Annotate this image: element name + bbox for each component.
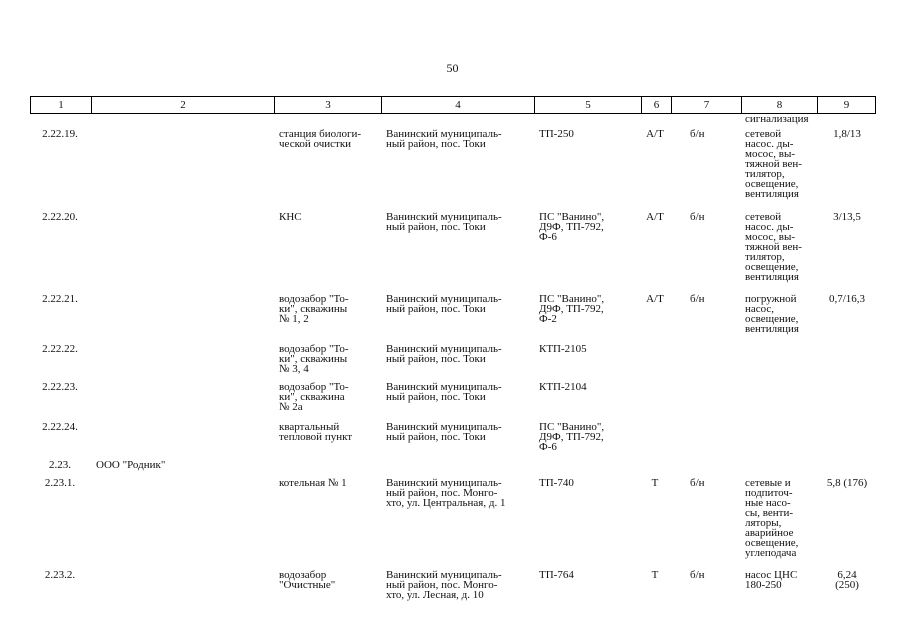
row-substation: ПС "Ванино", Д9Ф, ТП-792, Ф-6 (539, 211, 605, 243)
row-number: 2.22.24. (42, 421, 78, 433)
row-number: 2.22.21. (42, 293, 78, 305)
row-address: Ванинский муниципаль- ный район, пос. Токи (386, 128, 502, 150)
row-address: Ванинский муниципаль- ный район, пос. Токи (386, 343, 502, 365)
row-address: Ванинский муниципаль- ный район, пос. Токи (386, 293, 502, 315)
row-address: Ванинский муниципаль- ный район, пос. Монго- хто, ул. Центральная, д. 1 (386, 477, 506, 509)
row-address: Ванинский муниципаль- ный район, пос. Токи (386, 421, 502, 443)
row-substation: ТП-250 (539, 128, 574, 140)
row-substation: КТП-2104 (539, 381, 587, 393)
row-type: А/Т (646, 128, 664, 140)
header-col-1: 1 (30, 97, 91, 113)
row-object: станция биологи- ческой очистки (279, 128, 362, 150)
row-consumers: сетевой насос. ды- мосос, вы- тяжной вен- тилятор, освещение, вентиляция (745, 211, 802, 283)
table-header (30, 96, 876, 114)
header-col-3: 3 (274, 97, 381, 113)
header-col-8: 8 (741, 97, 817, 113)
row-object: котельная № 1 (279, 477, 347, 489)
row-consumers: насос ЦНС 180-250 (745, 569, 798, 591)
row-number: 2.23.1. (44, 477, 76, 489)
row-number: 2.23.2. (44, 569, 76, 581)
row-address: Ванинский муниципаль- ный район, пос. Токи (386, 211, 502, 233)
row-address: Ванинский муниципаль- ный район, пос. Монго- хто, ул. Лесная, д. 10 (386, 569, 502, 601)
header-col-4: 4 (381, 97, 534, 113)
row-substation: КТП-2105 (539, 343, 587, 355)
row-number-nn: б/н (690, 211, 705, 223)
row-consumers: сетевые и подпиточ- ные насо- сы, венти- ляторы, аварийное освещение, углеподача (745, 477, 799, 559)
page-number: 50 (446, 61, 459, 75)
continued-note: сигнализация (745, 113, 809, 125)
row-object: водозабор "Очистные" (279, 569, 336, 591)
row-type: А/Т (646, 293, 664, 305)
row-number: 2.22.22. (42, 343, 78, 355)
row-organization: ООО "Родник" (96, 459, 166, 471)
row-substation: ПС "Ванино", Д9Ф, ТП-792, Ф-2 (539, 293, 605, 325)
row-number: 2.22.19. (42, 128, 78, 140)
row-substation: ПС "Ванино", Д9Ф, ТП-792, Ф-6 (539, 421, 605, 453)
header-col-2: 2 (91, 97, 274, 113)
row-consumers: сетевой насос. ды- мосос, вы- тяжной вен- тилятор, освещение, вентиляция (745, 128, 802, 200)
row-number: 2.22.20. (42, 211, 78, 223)
row-number: 2.22.23. (42, 381, 78, 393)
row-number-nn: б/н (690, 569, 705, 581)
row-consumers: погружной насос, освещение, вентиляция (745, 293, 799, 335)
row-power: 5,8 (176) (826, 477, 868, 489)
row-address: Ванинский муниципаль- ный район, пос. Токи (386, 381, 502, 403)
header-col-7: 7 (671, 97, 741, 113)
row-number-nn: б/н (690, 293, 705, 305)
row-type: А/Т (646, 211, 664, 223)
row-type: Т (651, 477, 659, 489)
row-object: водозабор "То- ки", скважина № 2а (279, 381, 349, 413)
header-col-6: 6 (641, 97, 671, 113)
row-substation: ТП-740 (539, 477, 574, 489)
row-power: 3/13,5 (833, 211, 861, 223)
row-type: Т (651, 569, 659, 581)
row-substation: ТП-764 (539, 569, 574, 581)
header-col-9: 9 (817, 97, 876, 113)
row-number-nn: б/н (690, 477, 705, 489)
header-col-5: 5 (534, 97, 641, 113)
row-power: 6,24 (250) (835, 569, 859, 591)
row-object: квартальный тепловой пункт (279, 421, 353, 443)
row-object: водозабор "То- ки", скважины № 1, 2 (279, 293, 349, 325)
row-power: 1,8/13 (833, 128, 861, 140)
row-power: 0,7/16,3 (828, 293, 866, 305)
row-number-nn: б/н (690, 128, 705, 140)
row-number: 2.23. (49, 459, 71, 471)
row-object: КНС (279, 211, 302, 223)
row-object: водозабор "То- ки", скважины № 3, 4 (279, 343, 349, 375)
